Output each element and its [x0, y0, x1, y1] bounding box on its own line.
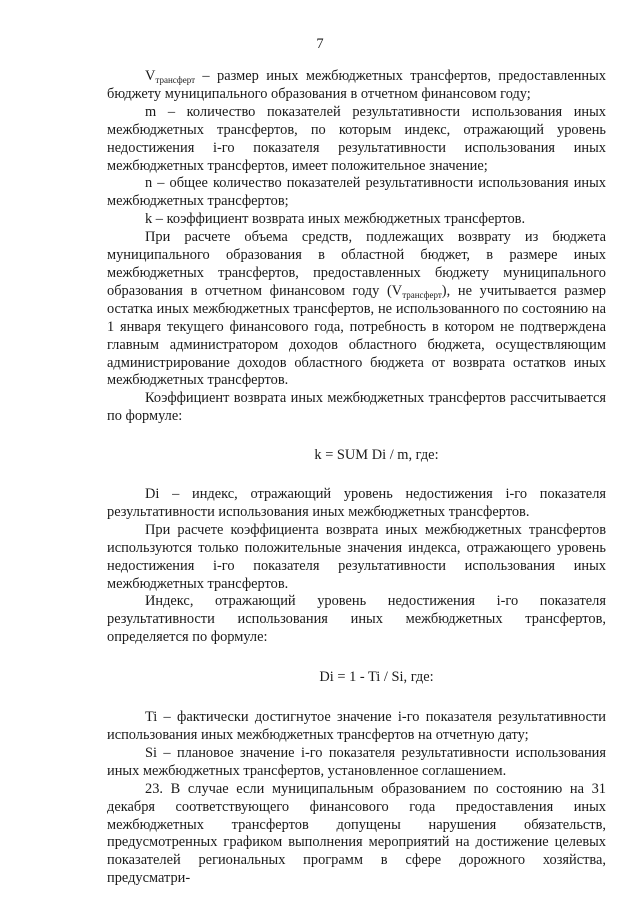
- formula-di: Di = 1 - Ti / Si, где:: [319, 669, 434, 686]
- paragraph-23: 23. В случае если муниципальным образованием по состоянию на 31 декабря соответствующего финансового года предоставления иных межбюджетных трансфертов допущены нарушения обязательств, предусмотренных графиком выполнения мероприятий на достижение целевых показателей региональных программ в сфере дорожного хозяйства, предусматри-: [107, 780, 606, 887]
- page-number: 7: [316, 36, 324, 52]
- paragraph-calculation-rule-after: ), не учитывается размер остатка иных межбюджетных трансфертов, не использованного по состоянию на 1 января текущего финансового года, потребность в котором не подтверждена главным администратором доходов областного бюджета, осуществляющим администрирование доходов областного бюджета от возврата остатков иных межбюджетных трансфертов.: [107, 282, 607, 389]
- formula-k: k = SUM Di / m, где:: [314, 447, 439, 464]
- paragraph-positive-values: При расчете коэффициента возврата иных межбюджетных трансфертов используются только положительные значения индекса, отражающего уровень недостижения i-го показателя результативности использования иных межбюджетных трансфертов.: [107, 521, 606, 592]
- paragraph-v-transfer-text: – размер иных межбюджетных трансфертов, предоставленных бюджету муниципального образования в отчетном финансовом году;: [107, 68, 606, 102]
- paragraph-si-definition: Si – плановое значение i-го показателя результативности использования иных межбюджетных трансфертов, установленное соглашением.: [107, 744, 606, 779]
- paragraph-index-intro: Индекс, отражающий уровень недостижения i-го показателя результативности использования иных межбюджетных трансфертов, определяется по формуле:: [107, 593, 606, 646]
- paragraph-v-transfer: [107, 68, 606, 104]
- paragraph-n-definition: n – общее количество показателей результативности использования иных межбюджетных трансфертов;: [107, 175, 606, 210]
- paragraph-calculation-rule: [107, 229, 606, 390]
- var-v: V: [145, 68, 156, 84]
- var-v-subscript-2: трансферт: [402, 289, 442, 300]
- paragraph-m-definition: m – количество показателей результативности использования иных межбюджетных трансфертов, по которым индекс, отражающий уровень недостижения i-го показателя результативности использования иных межбюджетных трансфертов, имеет положительное значение;: [107, 103, 606, 174]
- paragraph-calculation-rule-before: При расчете объема средств, подлежащих возврату из бюджета муниципального образования в областной бюджет, в размере иных межбюджетных трансфертов, предоставленных бюджету муниципального образования в отчетном финансовом году (V: [107, 229, 606, 299]
- paragraph-coefficient-intro: Коэффициент возврата иных межбюджетных трансфертов рассчитывается по формуле:: [107, 390, 606, 425]
- paragraph-ti-definition: Ti – фактически достигнутое значение i-го показателя результативности использования иных межбюджетных трансфертов на отчетную дату;: [107, 709, 606, 743]
- paragraph-di-definition: Di – индекс, отражающий уровень недостижения i-го показателя результативности использования иных межбюджетных трансфертов.: [107, 486, 606, 520]
- paragraph-k-definition: k – коэффициент возврата иных межбюджетных трансфертов.: [145, 211, 526, 228]
- var-v-subscript: трансферт: [155, 75, 196, 85]
- document-body: [107, 68, 606, 888]
